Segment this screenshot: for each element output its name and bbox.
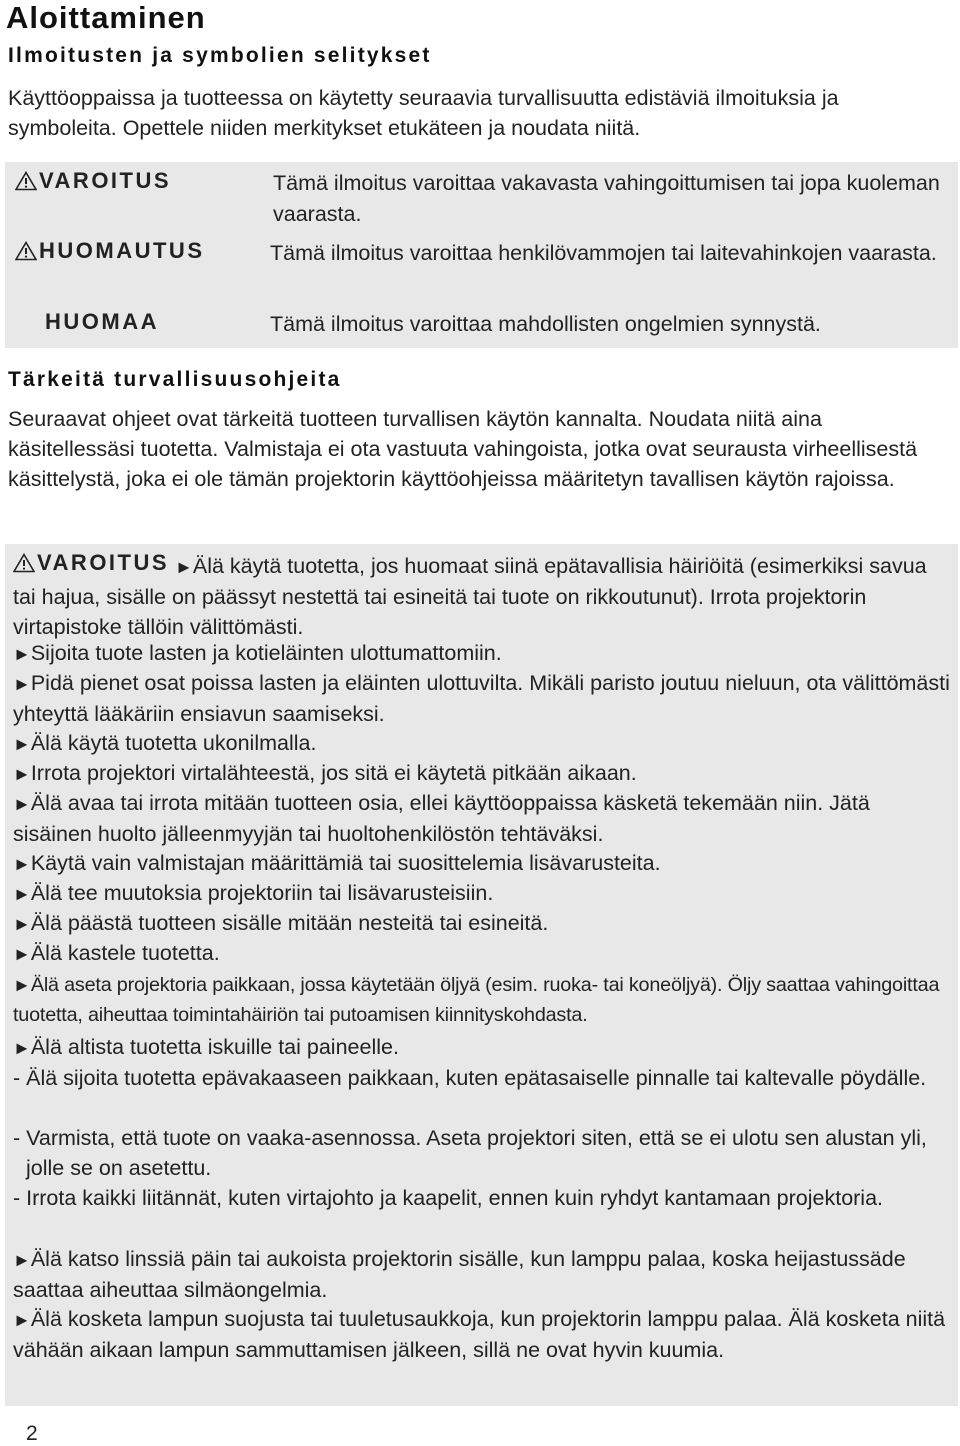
item-text: Älä käytä tuotetta, jos huomaat siinä epätavallisia häiriöitä (esimerkiksi savua tai hajua, sisälle on päässyt nestettä tai esineitä tai tuote on rikkoutunut). Irrota projektorin virtapistoke tällöin välittömästi.: [13, 554, 927, 639]
safety-item: [13, 848, 953, 879]
item-text: Irrota projektori virtalähteestä, jos sitä ei käytetä pitkään aikaan.: [30, 761, 637, 785]
item-text: Älä tee muutoksia projektoriin tai lisävarusteisiin.: [30, 881, 494, 905]
safety-item: [13, 1304, 953, 1365]
safety-item: [13, 938, 953, 969]
safety-item: [13, 878, 953, 909]
symbol-legend-box: [5, 162, 958, 348]
warning-triangle-icon: [13, 553, 35, 573]
arrow-icon: ►: [13, 1310, 30, 1330]
legend-description: Tämä ilmoitus varoittaa vakavasta vahingoittumisen tai jopa kuoleman vaarasta.: [273, 171, 940, 226]
arrow-icon: ►: [13, 884, 30, 904]
arrow-icon: ►: [13, 854, 30, 874]
safety-sub-item: - Varmista, että tuote on vaaka-asennossa. Aseta projektori siten, että se ei ulotu sen alustan yli, jolle se on asetettu.: [13, 1126, 927, 1180]
warning-label: VAROITUS: [37, 550, 170, 575]
item-text: Älä aseta projektoria paikkaan, jossa käytetään öljyä (esim. ruoka- tai koneöljyä). Öljy saattaa vahingoittaa tuotetta, aiheuttaa toimintahäiriön tai putoamisen kiinnityskohdasta.: [13, 974, 940, 1026]
item-text: Käytä vain valmistajan määrittämiä tai suosittelemia lisävarusteita.: [30, 851, 661, 875]
safety-item: [13, 728, 953, 759]
warning-triangle-icon: [15, 241, 37, 261]
item-text: Pidä pienet osat poissa lasten ja eläinten ulottuvilta. Mikäli paristo joutuu nieluun, ota välittömästi yhteyttä lääkäriin ensiavun saamiseksi.: [13, 671, 950, 726]
legend-description: Tämä ilmoitus varoittaa henkilövammojen tai laitevahinkojen vaarasta.: [270, 241, 937, 265]
arrow-icon: ►: [13, 674, 30, 694]
arrow-icon: ►: [13, 914, 30, 934]
safety-sub-item: - Älä sijoita tuotetta epävakaaseen paikkaan, kuten epätasaiselle pinnalle tai kaltevalle pöydälle.: [13, 1066, 927, 1090]
arrow-icon: ►: [13, 1250, 30, 1270]
page-title: Aloittaminen: [6, 0, 206, 35]
legend-description: Tämä ilmoitus varoittaa mahdollisten ongelmien synnystä.: [270, 312, 821, 336]
safety-item: [13, 788, 953, 849]
safety-item: [13, 758, 953, 789]
legend-term: HUOMAA: [45, 309, 159, 334]
item-text: Älä altista tuotetta iskuille tai paineelle.: [30, 1035, 399, 1059]
safety-instructions-box: [5, 544, 958, 1406]
safety-item: [13, 970, 953, 1030]
item-text: Älä avaa tai irrota mitään tuotteen osia, ellei käyttöoppaissa käsketä tekemään niin. Jätä sisäinen huolto jälleenmyyjän tai huoltohenkilöstön tehtäväksi.: [13, 791, 870, 846]
safety-item: [13, 668, 953, 729]
arrow-icon: ►: [13, 794, 30, 814]
warning-triangle-icon: [15, 171, 37, 191]
arrow-icon: ►: [13, 975, 30, 995]
safety-item: [13, 638, 953, 669]
arrow-icon: ►: [13, 734, 30, 754]
safety-sub-item: - Irrota kaikki liitännät, kuten virtajohto ja kaapelit, ennen kuin ryhdyt kantamaan projektoria.: [13, 1186, 884, 1210]
section-heading-symbols: Ilmoitusten ja symbolien selitykset: [8, 44, 432, 67]
safety-item: [13, 1032, 953, 1063]
safety-warning-item: [13, 548, 953, 642]
arrow-icon: ►: [13, 944, 30, 964]
item-text: Älä kosketa lampun suojusta tai tuuletusaukkoja, kun projektorin lamppu palaa. Älä kosketa niitä vähään aikaan lampun sammuttamisen jälkeen, sillä ne ovat hyvin kuumia.: [13, 1307, 946, 1362]
safety-intro-paragraph: Seuraavat ohjeet ovat tärkeitä tuotteen turvallisen käytön kannalta. Noudata niitä aina käsitellessäsi tuotetta. Valmistaja ei ota vastuuta vahingoista, jotka ovat seurausta virheellisestä käsittelystä, joka ei ole tämän projektorin käyttöohjeissa määritetyn tavallisen käytön rajoissa.: [8, 407, 918, 491]
arrow-icon: ►: [13, 644, 30, 664]
item-text: Älä päästä tuotteen sisälle mitään nesteitä tai esineitä.: [30, 911, 549, 935]
arrow-icon: ►: [175, 557, 192, 577]
arrow-icon: ►: [13, 764, 30, 784]
item-text: Älä käytä tuotetta ukonilmalla.: [30, 731, 317, 755]
symbols-intro-paragraph: Käyttöoppaissa ja tuotteessa on käytetty seuraavia turvallisuutta edistäviä ilmoituksia ja symboleita. Opettele niiden merkitykset etukäteen ja noudata niitä.: [8, 86, 839, 140]
safety-item: [13, 908, 953, 939]
item-text: Sijoita tuote lasten ja kotieläinten ulottumattomiin.: [30, 641, 502, 665]
arrow-icon: ►: [13, 1038, 30, 1058]
item-text: Älä kastele tuotetta.: [30, 941, 220, 965]
legend-term: VAROITUS: [39, 168, 172, 193]
item-text: Älä katso linssiä päin tai aukoista projektorin sisälle, kun lamppu palaa, koska heijastussäde saattaa aiheuttaa silmäongelmia.: [13, 1247, 906, 1302]
page-number: 2: [26, 1422, 38, 1445]
safety-item: [13, 1244, 953, 1305]
legend-term: HUOMAUTUS: [39, 238, 205, 263]
section-heading-safety: Tärkeitä turvallisuusohjeita: [8, 368, 342, 391]
